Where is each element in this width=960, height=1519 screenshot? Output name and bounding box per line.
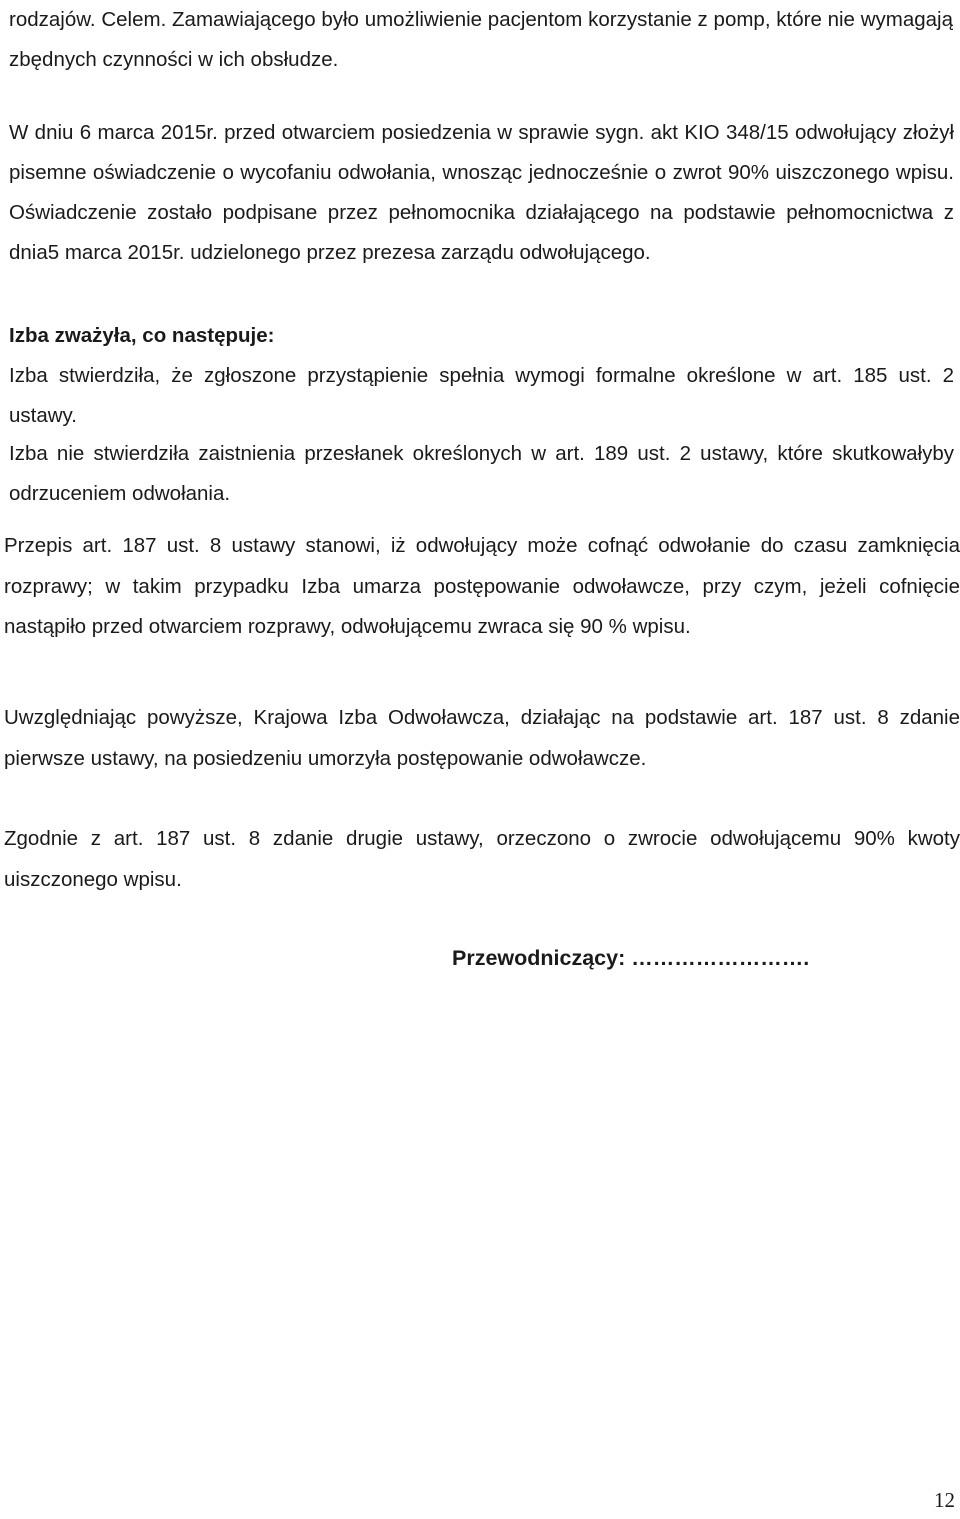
paragraph-no-rejection-grounds: Izba nie stwierdziła zaistnienia przesłanek określonych w art. 189 ust. 2 ustawy, które skutkowałyby odrzuceniem odwołania. bbox=[9, 442, 954, 505]
paragraph-withdrawal: W dniu 6 marca 2015r. przed otwarciem posiedzenia w sprawie sygn. akt KIO 348/15 odwołujący złożył pisemne oświadczenie o wycofaniu odwołania, wnosząc jednocześnie o zwrot 90% uiszczonego wpisu. Oświadczenie zostało podpisane przez pełnomocnika działającego na podstawie pełnomocnictwa z dnia5 marca 2015r. udzielonego przez prezesa zarządu odwołującego. bbox=[9, 121, 954, 264]
paragraph-formal-requirements: Izba stwierdziła, że zgłoszone przystąpienie spełnia wymogi formalne określone w art. 185 ust. 2 ustawy. bbox=[9, 364, 954, 427]
paragraph-refund: Zgodnie z art. 187 ust. 8 zdanie drugie ustawy, orzeczono o zwrocie odwołującemu 90% kwoty uiszczonego wpisu. bbox=[4, 827, 960, 891]
paragraph-intro: rodzajów. Celem. Zamawiającego było umożliwienie pacjentom korzystanie z pomp, które nie wymagają zbędnych czynności w ich obsłudze. bbox=[9, 8, 953, 71]
paragraph-ruling: Uwzględniając powyższe, Krajowa Izba Odwoławcza, działając na podstawie art. 187 ust. 8 zdanie pierwsze ustawy, na posiedzeniu umorzyła postępowanie odwoławcze. bbox=[4, 706, 960, 770]
chairman-signature-line: Przewodniczący: ……………………. bbox=[452, 946, 810, 970]
page-number: 12 bbox=[934, 1488, 955, 1512]
section-heading-considerations: Izba zważyła, co następuje: bbox=[9, 324, 275, 347]
paragraph-legal-basis: Przepis art. 187 ust. 8 ustawy stanowi, iż odwołujący może cofnąć odwołanie do czasu zamknięcia rozprawy; w takim przypadku Izba umarza postępowanie odwoławcze, przy czym, jeżeli cofnięcie nastąpiło przed otwarciem rozprawy, odwołującemu zwraca się 90 % wpisu. bbox=[4, 534, 960, 638]
